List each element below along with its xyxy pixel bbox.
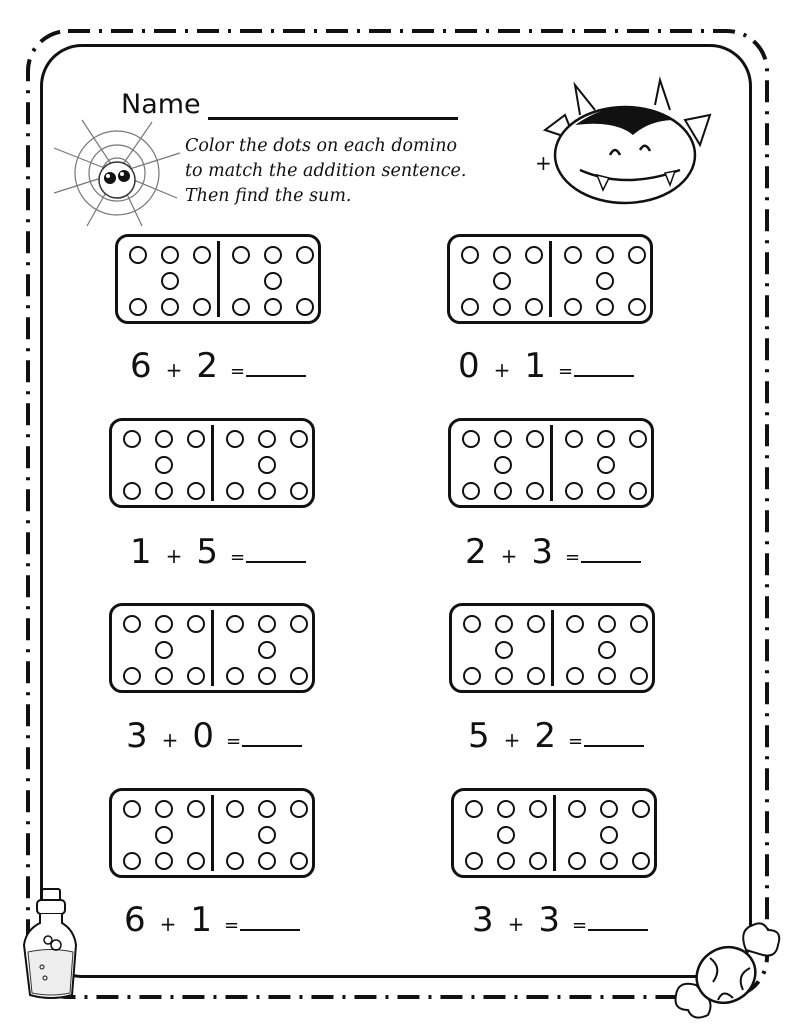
domino-dot[interactable] <box>568 800 586 818</box>
sum-answer-blank[interactable] <box>240 928 300 931</box>
domino-dot[interactable] <box>155 667 173 685</box>
domino-divider <box>551 610 554 686</box>
domino <box>109 418 315 508</box>
domino-dot[interactable] <box>566 667 584 685</box>
domino-dot[interactable] <box>564 298 582 316</box>
domino <box>448 418 654 508</box>
domino-dot[interactable] <box>568 852 586 870</box>
equals-sign: = <box>558 361 574 382</box>
domino <box>451 788 657 878</box>
domino-dot[interactable] <box>264 246 282 264</box>
domino-dot[interactable] <box>258 615 276 633</box>
domino-dot[interactable] <box>161 246 179 264</box>
instruction-line: Color the dots on each domino <box>185 136 458 156</box>
domino-dot[interactable] <box>494 456 512 474</box>
domino-dot[interactable] <box>465 852 483 870</box>
domino-dot[interactable] <box>187 482 205 500</box>
equals-sign: = <box>572 915 588 936</box>
addend-b: 3 <box>531 532 554 572</box>
domino-dot[interactable] <box>290 482 308 500</box>
domino-dot[interactable] <box>628 298 646 316</box>
equals-sign: = <box>230 361 246 382</box>
domino <box>115 234 321 324</box>
domino-dot[interactable] <box>258 826 276 844</box>
candy-icon <box>668 920 783 1020</box>
domino-dot[interactable] <box>597 456 615 474</box>
domino-dot[interactable] <box>493 272 511 290</box>
addend-a: 0 <box>458 346 480 386</box>
equals-sign: = <box>565 547 581 568</box>
domino-dot[interactable] <box>462 482 480 500</box>
domino-dot[interactable] <box>155 615 173 633</box>
sum-answer-blank[interactable] <box>581 560 641 563</box>
domino-dot[interactable] <box>258 482 276 500</box>
domino-dot[interactable] <box>525 246 543 264</box>
domino-dot[interactable] <box>463 615 481 633</box>
addend-b: 2 <box>196 346 219 386</box>
domino-divider <box>553 795 556 871</box>
addend-b: 3 <box>538 900 561 940</box>
bat-monster-icon <box>535 75 720 210</box>
domino-dot[interactable] <box>494 482 512 500</box>
addend-a: 2 <box>465 532 487 572</box>
domino-divider <box>217 241 220 317</box>
addition-sentence <box>465 532 641 572</box>
domino-dot[interactable] <box>258 852 276 870</box>
equals-sign: = <box>568 731 584 752</box>
addend-a: 5 <box>468 716 490 756</box>
domino-dot[interactable] <box>161 298 179 316</box>
domino-dot[interactable] <box>565 430 583 448</box>
plus-sign: + <box>503 728 521 752</box>
addend-a: 6 <box>124 900 146 940</box>
domino-dot[interactable] <box>597 430 615 448</box>
domino-dot[interactable] <box>493 298 511 316</box>
domino-dot[interactable] <box>187 430 205 448</box>
addend-b: 1 <box>524 346 547 386</box>
domino-dot[interactable] <box>597 482 615 500</box>
domino-dot[interactable] <box>596 272 614 290</box>
domino-dot[interactable] <box>264 272 282 290</box>
equals-sign: = <box>224 915 240 936</box>
instruction-line: to match the addition sentence. <box>185 161 467 181</box>
equals-sign: = <box>226 731 242 752</box>
domino-divider <box>550 425 553 501</box>
sum-answer-blank[interactable] <box>246 374 306 377</box>
domino-dot[interactable] <box>296 298 314 316</box>
domino-dot[interactable] <box>629 482 647 500</box>
domino-dot[interactable] <box>529 800 547 818</box>
domino <box>447 234 653 324</box>
domino-dot[interactable] <box>123 852 141 870</box>
domino-dot[interactable] <box>226 852 244 870</box>
domino-dot[interactable] <box>161 272 179 290</box>
domino-dot[interactable] <box>187 852 205 870</box>
domino-dot[interactable] <box>226 482 244 500</box>
domino-half-right <box>554 421 654 505</box>
domino-half-left <box>118 237 218 321</box>
domino-dot[interactable] <box>129 246 147 264</box>
domino-dot[interactable] <box>598 641 616 659</box>
domino-half-right <box>215 421 315 505</box>
domino-dot[interactable] <box>258 641 276 659</box>
addition-sentence <box>124 900 300 940</box>
domino-dot[interactable] <box>462 430 480 448</box>
domino-dot[interactable] <box>630 615 648 633</box>
domino-dot[interactable] <box>600 826 618 844</box>
domino-dot[interactable] <box>290 430 308 448</box>
domino-dot[interactable] <box>632 800 650 818</box>
potion-bottle-icon <box>18 885 83 1005</box>
domino-dot[interactable] <box>123 615 141 633</box>
domino-dot[interactable] <box>497 852 515 870</box>
domino-half-left <box>451 421 551 505</box>
domino-dot[interactable] <box>463 667 481 685</box>
domino-dot[interactable] <box>600 800 618 818</box>
domino-dot[interactable] <box>495 667 513 685</box>
domino-dot[interactable] <box>123 430 141 448</box>
domino-dot[interactable] <box>565 482 583 500</box>
addition-sentence <box>130 532 306 572</box>
domino-divider <box>549 241 552 317</box>
plus-sign: + <box>165 544 183 568</box>
domino-dot[interactable] <box>290 800 308 818</box>
equals-sign: = <box>230 547 246 568</box>
plus-sign: + <box>500 544 518 568</box>
domino-dot[interactable] <box>129 298 147 316</box>
addition-sentence <box>458 346 634 386</box>
domino-half-right <box>555 606 655 690</box>
domino-dot[interactable] <box>155 852 173 870</box>
domino-half-right <box>215 606 315 690</box>
domino <box>449 603 655 693</box>
domino <box>109 603 315 693</box>
sum-answer-blank[interactable] <box>574 374 634 377</box>
domino-half-left <box>452 606 552 690</box>
domino-dot[interactable] <box>596 246 614 264</box>
domino-dot[interactable] <box>193 298 211 316</box>
addend-a: 3 <box>126 716 148 756</box>
domino-dot[interactable] <box>497 800 515 818</box>
domino-dot[interactable] <box>155 430 173 448</box>
domino-dot[interactable] <box>526 482 544 500</box>
domino-dot[interactable] <box>495 641 513 659</box>
domino-dot[interactable] <box>155 641 173 659</box>
domino-half-left <box>112 791 212 875</box>
domino-dot[interactable] <box>465 800 483 818</box>
domino-half-right <box>557 791 657 875</box>
domino-dot[interactable] <box>529 852 547 870</box>
domino-half-left <box>112 606 212 690</box>
domino-dot[interactable] <box>526 430 544 448</box>
addend-b: 5 <box>196 532 219 572</box>
domino-dot[interactable] <box>193 246 211 264</box>
domino-dot[interactable] <box>258 456 276 474</box>
domino-dot[interactable] <box>566 615 584 633</box>
domino-half-right <box>221 237 321 321</box>
addition-sentence <box>468 716 644 756</box>
domino-dot[interactable] <box>564 246 582 264</box>
addend-a: 1 <box>130 532 152 572</box>
domino-dot[interactable] <box>598 667 616 685</box>
domino-dot[interactable] <box>123 800 141 818</box>
instruction-line: Then find the sum. <box>185 186 352 206</box>
domino-dot[interactable] <box>629 430 647 448</box>
domino-dot[interactable] <box>632 852 650 870</box>
domino-dot[interactable] <box>630 667 648 685</box>
domino-half-left <box>112 421 212 505</box>
domino-dot[interactable] <box>290 667 308 685</box>
domino-dot[interactable] <box>258 800 276 818</box>
addend-a: 3 <box>472 900 494 940</box>
addend-a: 6 <box>130 346 152 386</box>
addition-sentence <box>130 346 306 386</box>
domino-divider <box>211 795 214 871</box>
domino-dot[interactable] <box>123 482 141 500</box>
domino-dot[interactable] <box>461 298 479 316</box>
plus-sign: + <box>493 358 511 382</box>
domino-dot[interactable] <box>123 667 141 685</box>
domino-dot[interactable] <box>290 852 308 870</box>
domino-dot[interactable] <box>155 826 173 844</box>
sum-answer-blank[interactable] <box>584 744 644 747</box>
domino-dot[interactable] <box>187 800 205 818</box>
name-input-line[interactable] <box>208 117 458 120</box>
domino-dot[interactable] <box>258 667 276 685</box>
domino-half-left <box>450 237 550 321</box>
domino-dot[interactable] <box>497 826 515 844</box>
domino-dot[interactable] <box>155 800 173 818</box>
domino-half-right <box>215 791 315 875</box>
svg-text:+: + <box>535 151 552 175</box>
addend-b: 2 <box>534 716 557 756</box>
domino-dot[interactable] <box>226 667 244 685</box>
plus-sign: + <box>161 728 179 752</box>
instructions <box>185 134 466 209</box>
domino-dot[interactable] <box>598 615 616 633</box>
domino-dot[interactable] <box>628 246 646 264</box>
sum-answer-blank[interactable] <box>588 928 648 931</box>
sum-answer-blank[interactable] <box>246 560 306 563</box>
addition-sentence <box>126 716 302 756</box>
domino-dot[interactable] <box>495 615 513 633</box>
domino-dot[interactable] <box>187 615 205 633</box>
domino-dot[interactable] <box>232 298 250 316</box>
domino-dot[interactable] <box>155 456 173 474</box>
domino-dot[interactable] <box>296 246 314 264</box>
domino-dot[interactable] <box>596 298 614 316</box>
domino-dot[interactable] <box>264 298 282 316</box>
domino-half-right <box>553 237 653 321</box>
domino-dot[interactable] <box>527 615 545 633</box>
name-label: Name <box>121 89 201 120</box>
domino-divider <box>211 425 214 501</box>
plus-sign: + <box>159 912 177 936</box>
plus-sign: + <box>165 358 183 382</box>
domino-dot[interactable] <box>290 615 308 633</box>
spider-web-icon <box>52 118 182 228</box>
domino-dot[interactable] <box>187 667 205 685</box>
domino-half-left <box>454 791 554 875</box>
domino-dot[interactable] <box>525 298 543 316</box>
domino-dot[interactable] <box>600 852 618 870</box>
domino-dot[interactable] <box>226 800 244 818</box>
domino-dot[interactable] <box>527 667 545 685</box>
addend-b: 0 <box>192 716 215 756</box>
domino-dot[interactable] <box>258 430 276 448</box>
addition-sentence <box>472 900 648 940</box>
domino-dot[interactable] <box>232 246 250 264</box>
domino-dot[interactable] <box>155 482 173 500</box>
domino-divider <box>211 610 214 686</box>
domino-dot[interactable] <box>226 615 244 633</box>
domino-dot[interactable] <box>494 430 512 448</box>
plus-sign: + <box>507 912 525 936</box>
domino-dot[interactable] <box>493 246 511 264</box>
sum-answer-blank[interactable] <box>242 744 302 747</box>
addend-b: 1 <box>190 900 213 940</box>
domino-dot[interactable] <box>226 430 244 448</box>
domino <box>109 788 315 878</box>
domino-dot[interactable] <box>461 246 479 264</box>
